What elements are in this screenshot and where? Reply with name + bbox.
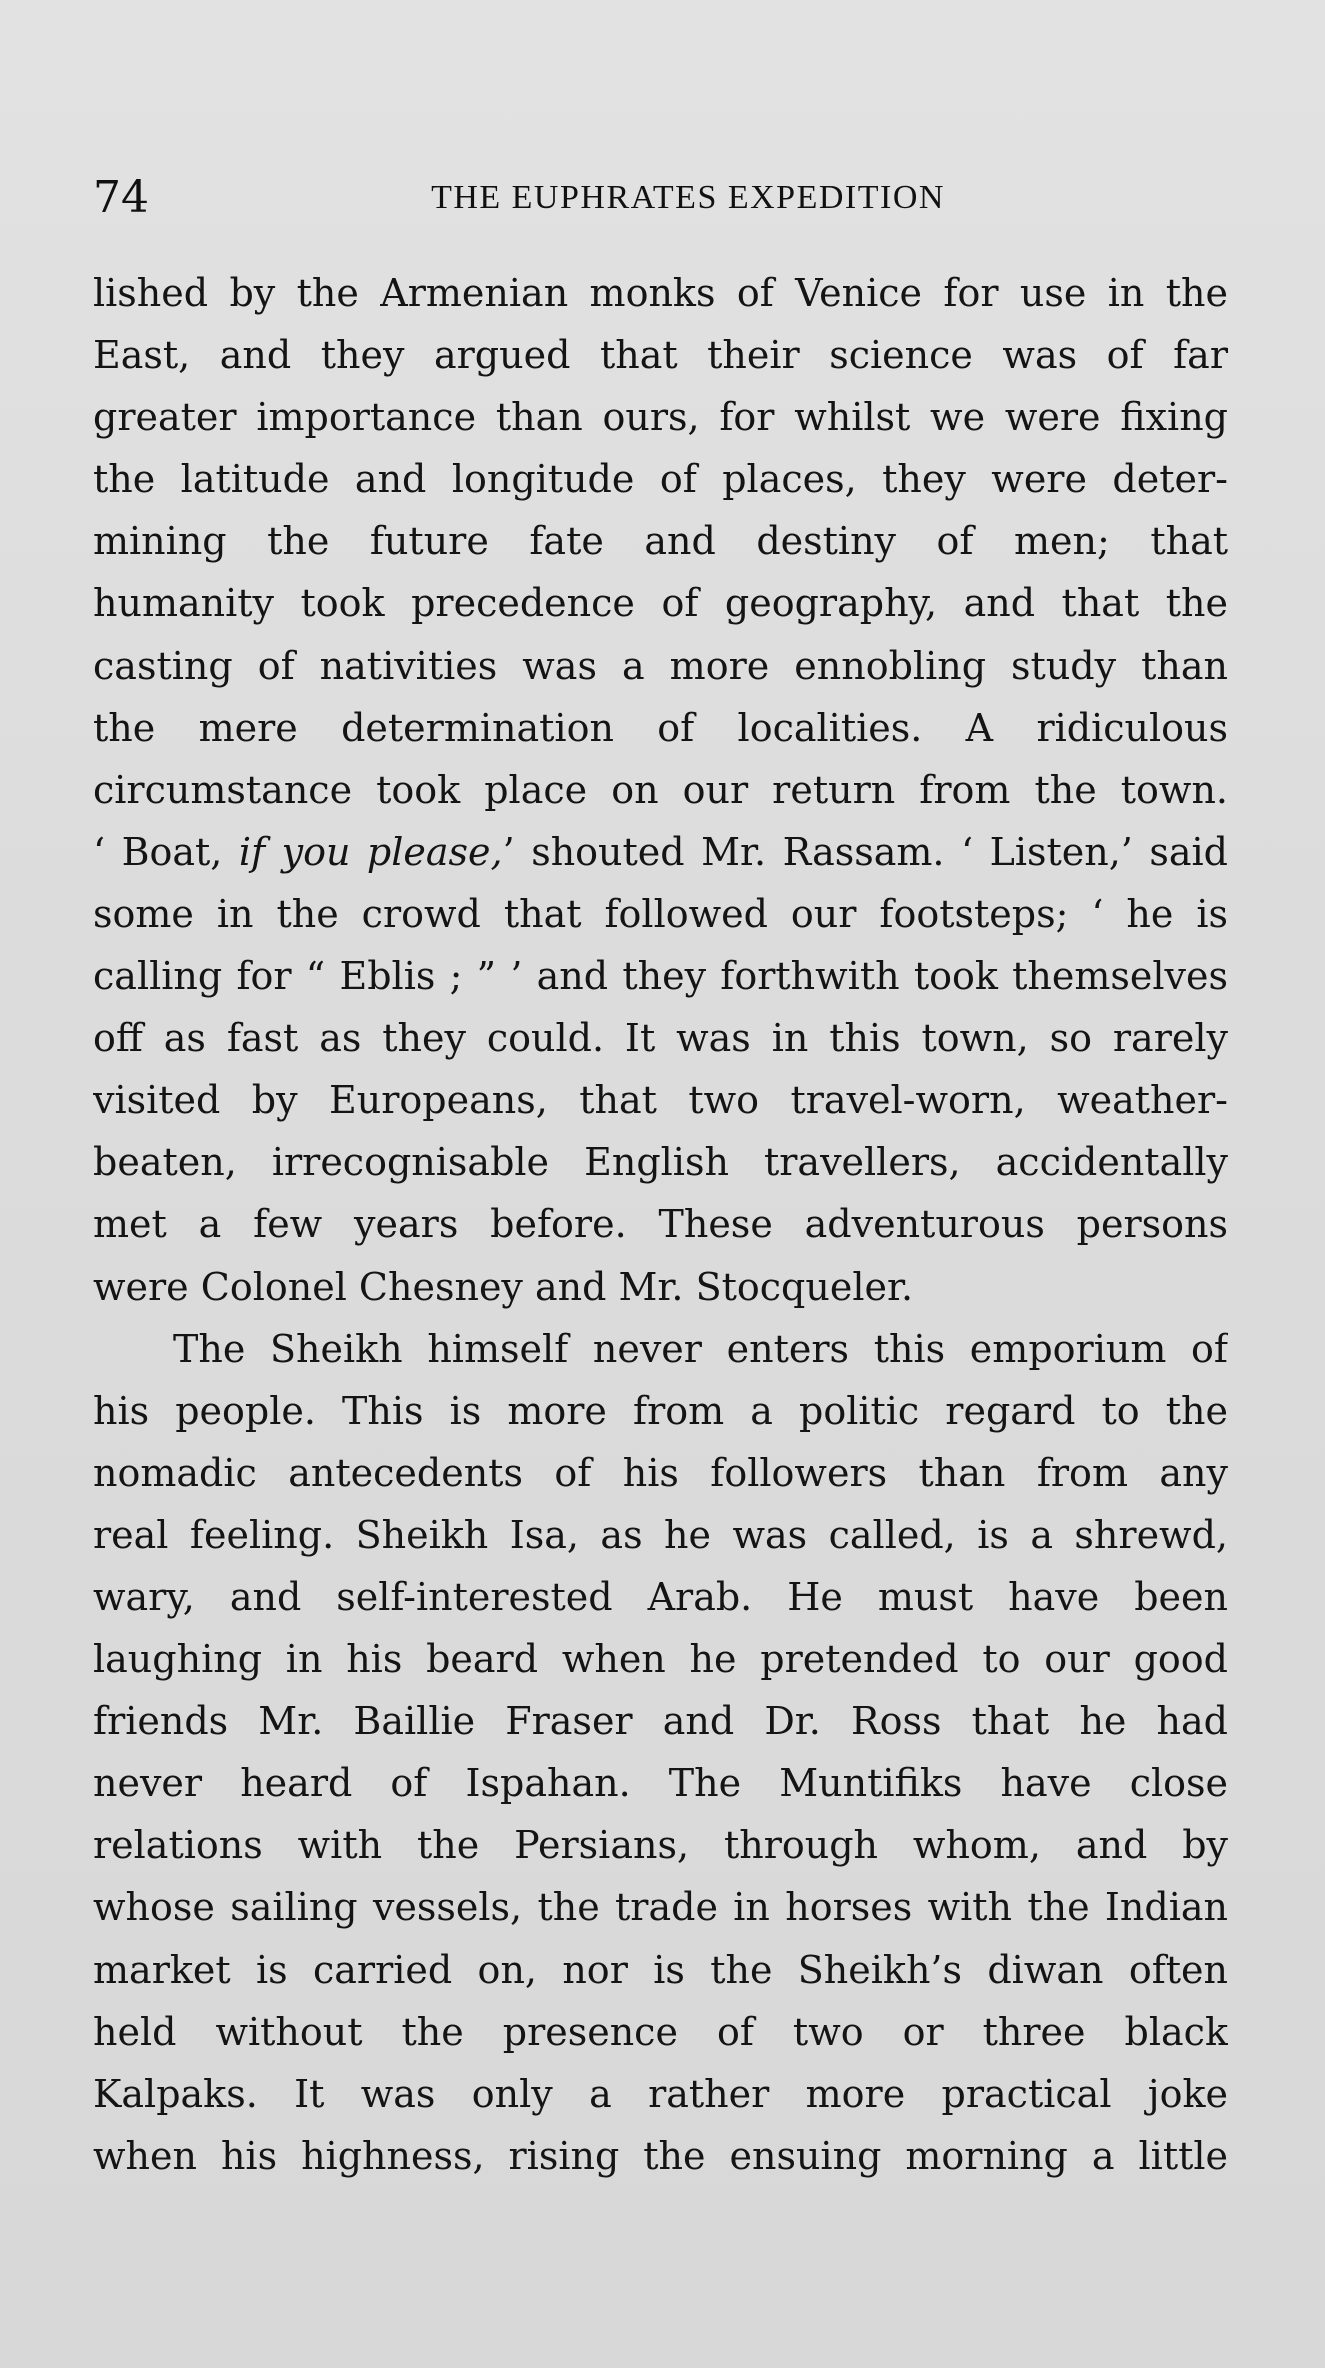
paragraph-last-line: were Colonel Chesney and Mr. Stocqueler. [93, 1264, 914, 1309]
text-line: nomadic antecedents of his followers than from any [93, 1450, 1228, 1495]
text-line: East, and they argued that their science was of far [93, 333, 1228, 378]
text-line: whose sailing vessels, the trade in horses with the Indian [93, 1885, 1228, 1930]
text-line: the mere determination of localities. A ridiculous [93, 705, 1228, 750]
text-line: relations with the Persians, through whom, and by [93, 1823, 1228, 1868]
line-segment: ’ shouted Mr. Rassam. ‘ Listen,’ said [502, 829, 1228, 874]
text-line: some in the crowd that followed our footsteps; ‘ he is [93, 891, 1228, 936]
text-line: mining the future fate and destiny of men; that [93, 519, 1228, 564]
page-header [93, 168, 1233, 228]
text-line: casting of nativities was a more ennobling study than [93, 643, 1228, 688]
body-text [93, 262, 1228, 2187]
text-line: greater importance than ours, for whilst we were fixing [93, 395, 1228, 440]
text-line: laughing in his beard when he pretended to our good [93, 1637, 1228, 1682]
text-line: circumstance took place on our return from the town. [93, 767, 1228, 812]
text-line: when his highness, rising the ensuing morning a little [93, 2133, 1228, 2178]
running-head: THE EUPHRATES EXPEDITION [431, 179, 945, 216]
text-line: met a few years before. These adventurous persons [93, 1202, 1228, 1247]
italic-phrase: if you please, [238, 829, 503, 874]
text-line: humanity took precedence of geography, and that the [93, 581, 1228, 626]
text-line: never heard of Ispahan. The Muntifiks have close [93, 1761, 1228, 1806]
text-line: beaten, irrecognisable English travellers, accidentally [93, 1140, 1228, 1185]
text-line: lished by the Armenian monks of Venice for use in the [93, 271, 1228, 315]
text-line: the latitude and longitude of places, they were deter- [93, 457, 1228, 502]
paragraph-first-line: The Sheikh himself never enters this emporium of [173, 1326, 1228, 1371]
text-line: wary, and self-interested Arab. He must have been [93, 1574, 1228, 1619]
text-line: visited by Europeans, that two travel-worn, weather- [93, 1078, 1228, 1123]
text-line: his people. This is more from a politic regard to the [93, 1388, 1228, 1433]
text-line: real feeling. Sheikh Isa, as he was called, is a shrewd, [93, 1512, 1228, 1557]
text-line: held without the presence of two or three black [93, 2009, 1228, 2054]
text-line-with-italic [93, 821, 1228, 883]
text-line: off as fast as they could. It was in this town, so rarely [93, 1016, 1228, 1061]
text-line: friends Mr. Baillie Fraser and Dr. Ross that he had [93, 1699, 1228, 1744]
line-segment: ‘ Boat, [93, 829, 239, 874]
text-line: Kalpaks. It was only a rather more practical joke [93, 2071, 1228, 2116]
text-line: market is carried on, nor is the Sheikh’s diwan often [93, 1947, 1228, 1992]
text-line: calling for “ Eblis ; ” ’ and they forthwith took themselves [93, 954, 1228, 999]
page-number: 74 [93, 172, 149, 223]
